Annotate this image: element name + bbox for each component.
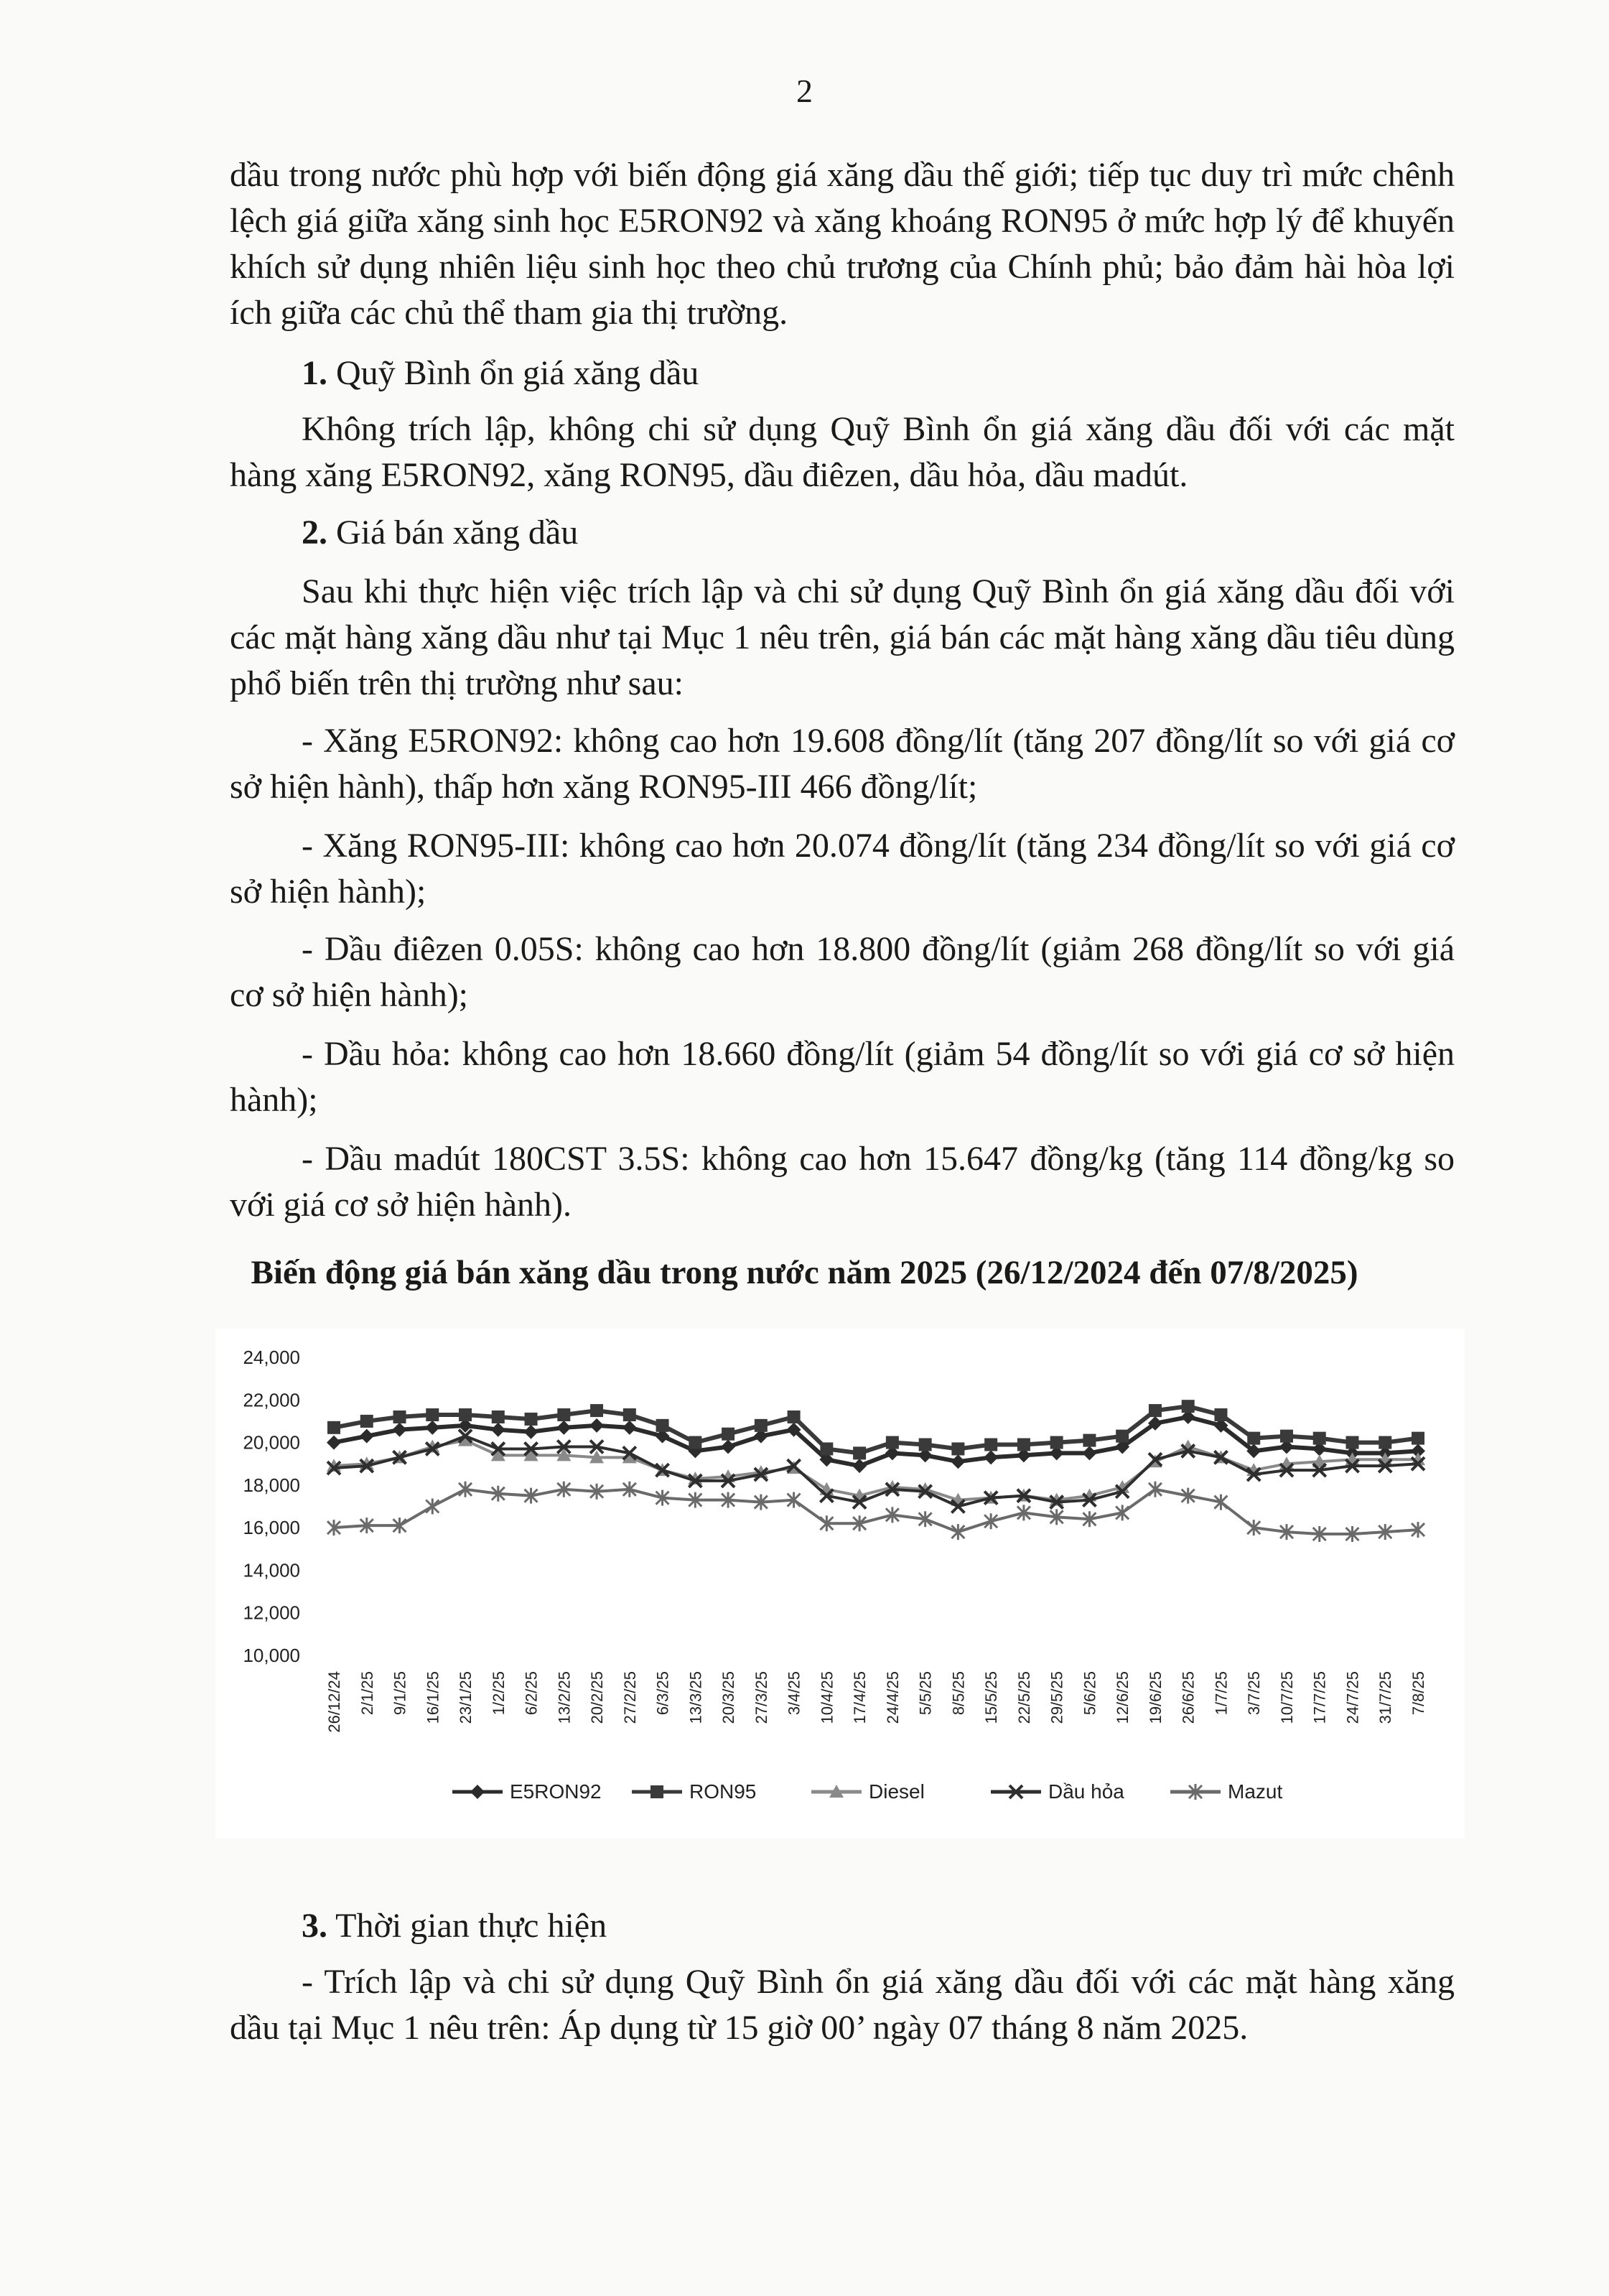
x-tick-label: 10/4/25 — [818, 1671, 836, 1724]
y-tick-label: 24,000 — [243, 1347, 300, 1368]
x-tick-label: 9/1/25 — [391, 1671, 409, 1716]
data-point-ron95 — [459, 1408, 472, 1421]
y-tick-label: 14,000 — [243, 1559, 300, 1581]
y-tick-label: 22,000 — [243, 1389, 300, 1411]
x-tick-label: 24/7/25 — [1343, 1671, 1362, 1724]
section2-title: Giá bán xăng dầu — [336, 513, 579, 552]
data-point-mazut — [426, 1499, 439, 1515]
data-point-ron95 — [788, 1410, 801, 1423]
x-tick-label: 13/3/25 — [686, 1671, 705, 1724]
x-tick-label: 16/1/25 — [424, 1671, 442, 1724]
data-point-ron95 — [1083, 1434, 1096, 1447]
data-point-ron95 — [393, 1410, 406, 1423]
data-point-ron95 — [656, 1419, 669, 1432]
price-line-chart — [215, 1329, 1465, 1839]
x-tick-label: 31/7/25 — [1376, 1671, 1395, 1724]
y-tick-label: 16,000 — [243, 1517, 300, 1539]
data-point-ron95 — [525, 1413, 538, 1426]
section1-title: Quỹ Bình ổn giá xăng dầu — [336, 354, 699, 392]
section2-number: 2. — [302, 513, 327, 552]
x-tick-label: 19/6/25 — [1146, 1671, 1165, 1724]
x-tick-label: 7/8/25 — [1409, 1671, 1427, 1716]
x-tick-label: 3/4/25 — [785, 1671, 803, 1716]
data-point-e5ron92 — [984, 1450, 998, 1464]
x-tick-label: 20/2/25 — [588, 1671, 607, 1724]
data-point-ron95 — [1050, 1436, 1063, 1449]
data-point-ron95 — [1149, 1404, 1162, 1417]
data-point-e5ron92 — [589, 1418, 604, 1433]
data-point-ron95 — [984, 1439, 997, 1451]
data-point-diesel — [819, 1482, 834, 1495]
chart-container — [215, 1329, 1465, 1839]
data-point-ron95 — [853, 1446, 866, 1459]
x-tick-label: 6/2/25 — [522, 1671, 541, 1716]
data-point-e5ron92 — [721, 1440, 735, 1454]
data-point-ron95 — [951, 1442, 964, 1455]
data-point-ron95 — [327, 1421, 340, 1434]
price-item-ron95: - Xăng RON95-III: không cao hơn 20.074 đồng/lít (tăng 234 đồng/lít so với giá cơ sở hiện hành); — [230, 827, 1455, 911]
data-point-e5ron92 — [556, 1421, 571, 1435]
legend-label: E5RON92 — [510, 1780, 602, 1803]
section3-body: - Trích lập và chi sử dụng Quỹ Bình ổn giá xăng dầu đối với các mặt hàng xăng dầu tại Mục 1 nêu trên: Áp dụng từ 15 giờ 00’ ngày 07 tháng 8 năm 2025. — [230, 1963, 1455, 2047]
data-point-ron95 — [1412, 1432, 1424, 1445]
y-tick-label: 20,000 — [243, 1431, 300, 1454]
x-tick-label: 2/1/25 — [358, 1671, 376, 1716]
data-point-ron95 — [426, 1408, 439, 1421]
x-tick-label: 17/7/25 — [1310, 1671, 1329, 1724]
legend-marker — [650, 1785, 663, 1798]
data-point-ron95 — [919, 1439, 932, 1451]
data-point-e5ron92 — [852, 1459, 867, 1473]
x-tick-label: 13/2/25 — [555, 1671, 574, 1724]
data-point-ron95 — [1346, 1436, 1358, 1449]
data-point-ron95 — [590, 1404, 603, 1417]
section2-heading — [302, 510, 578, 556]
x-tick-label: 27/3/25 — [752, 1671, 770, 1724]
data-point-ron95 — [1313, 1432, 1326, 1445]
x-tick-label: 1/2/25 — [489, 1671, 508, 1716]
legend-item-ron95 — [632, 1780, 756, 1803]
data-point-ron95 — [1214, 1408, 1227, 1421]
data-point-ron95 — [1247, 1432, 1260, 1445]
data-point-e5ron92 — [393, 1423, 407, 1437]
y-tick-label: 18,000 — [243, 1474, 300, 1496]
section3-heading — [302, 1903, 607, 1949]
data-point-e5ron92 — [491, 1423, 505, 1437]
section3-title: Thời gian thực hiện — [335, 1907, 607, 1945]
x-tick-label: 20/3/25 — [719, 1671, 738, 1724]
y-tick-label: 10,000 — [243, 1645, 300, 1666]
legend-label: Mazut — [1228, 1780, 1283, 1803]
section2-body: Sau khi thực hiện việc trích lập và chi sử dụng Quỹ Bình ổn giá xăng dầu đối với các mặt hàng xăng dầu như tại Mục 1 nêu trên, giá bán các mặt hàng xăng dầu tiêu dùng phổ biến trên thị trường như sau: — [230, 572, 1455, 702]
price-item-diesel: - Dầu điêzen 0.05S: không cao hơn 18.800 đồng/lít (giảm 268 đồng/lít so với giá cơ sở hiện hành); — [230, 930, 1455, 1014]
x-tick-label: 1/7/25 — [1212, 1671, 1231, 1716]
data-point-ron95 — [886, 1436, 899, 1449]
x-tick-label: 3/7/25 — [1245, 1671, 1264, 1716]
x-tick-label: 27/2/25 — [620, 1671, 639, 1724]
y-tick-label: 12,000 — [243, 1602, 300, 1624]
price-item-kerosene: - Dầu hỏa: không cao hơn 18.660 đồng/lít (giảm 54 đồng/lít so với giá cơ sở hiện hành); — [230, 1035, 1455, 1119]
x-tick-label: 5/6/25 — [1081, 1671, 1099, 1716]
section3-number: 3. — [302, 1907, 327, 1945]
data-point-ron95 — [360, 1415, 373, 1428]
data-point-ron95 — [820, 1442, 833, 1455]
data-point-ron95 — [1116, 1430, 1129, 1443]
data-point-e5ron92 — [1082, 1446, 1096, 1460]
legend-item-diesel — [811, 1780, 925, 1803]
chart-title: Biến động giá bán xăng dầu trong nước năm 2025 (26/12/2024 đến 07/8/2025) — [251, 1254, 1358, 1291]
x-tick-label: 5/5/25 — [916, 1671, 935, 1716]
data-point-ron95 — [1280, 1430, 1293, 1443]
data-point-ron95 — [1017, 1439, 1030, 1451]
x-tick-label: 22/5/25 — [1015, 1671, 1033, 1724]
data-point-e5ron92 — [622, 1421, 637, 1435]
x-tick-label: 6/3/25 — [653, 1671, 672, 1716]
data-point-e5ron92 — [524, 1425, 538, 1439]
x-tick-label: 17/4/25 — [851, 1671, 869, 1724]
intro-paragraph: dầu trong nước phù hợp với biến động giá xăng dầu thế giới; tiếp tục duy trì mức chênh lệch giá giữa xăng sinh học E5RON92 và xăng khoáng RON95 ở mức hợp lý để khuyến khích sử dụng nhiên liệu sinh học theo chủ trương của Chính phủ; bảo đảm hài hòa lợi ích giữa các chủ thể tham gia thị trường. — [230, 156, 1455, 332]
section1-number: 1. — [302, 354, 327, 392]
legend-marker — [470, 1785, 485, 1799]
legend-label: Dầu hỏa — [1048, 1780, 1124, 1803]
x-tick-label: 26/12/24 — [325, 1671, 343, 1733]
data-point-ron95 — [623, 1408, 636, 1421]
price-item-e5ron92: - Xăng E5RON92: không cao hơn 19.608 đồng/lít (tăng 207 đồng/lít so với giá cơ sở hiện hành), thấp hơn xăng RON95-III 466 đồng/lít; — [230, 722, 1455, 806]
x-tick-label: 26/6/25 — [1179, 1671, 1198, 1724]
price-item-mazut: - Dầu madút 180CST 3.5S: không cao hơn 15.647 đồng/kg (tăng 114 đồng/kg so với giá cơ sở hiện hành). — [230, 1140, 1455, 1224]
data-point-ron95 — [689, 1436, 701, 1449]
data-point-e5ron92 — [327, 1436, 341, 1450]
data-point-e5ron92 — [951, 1454, 965, 1469]
legend-label: Diesel — [869, 1780, 925, 1803]
legend-label: RON95 — [689, 1780, 757, 1803]
data-point-ron95 — [492, 1410, 505, 1423]
data-point-ron95 — [1182, 1400, 1195, 1413]
x-tick-label: 24/4/25 — [883, 1671, 902, 1724]
legend-item-e5ron92 — [452, 1780, 602, 1803]
x-tick-label: 23/1/25 — [457, 1671, 475, 1724]
data-point-e5ron92 — [425, 1421, 439, 1435]
x-tick-label: 10/7/25 — [1277, 1671, 1296, 1724]
legend-item-d-u-h-a — [991, 1780, 1124, 1803]
series-e5ron92 — [327, 1410, 1425, 1473]
section1-body: Không trích lập, không chi sử dụng Quỹ Bình ổn giá xăng dầu đối với các mặt hàng xăng E5RON92, xăng RON95, dầu điêzen, dầu hỏa, dầu madút. — [230, 410, 1455, 494]
data-point-ron95 — [557, 1408, 570, 1421]
legend-item-mazut — [1170, 1780, 1282, 1803]
data-point-ron95 — [722, 1428, 734, 1441]
data-point-ron95 — [755, 1419, 768, 1432]
section1-heading — [302, 350, 699, 396]
page-number: 2 — [796, 73, 813, 109]
data-point-ron95 — [1379, 1436, 1391, 1449]
data-point-e5ron92 — [360, 1429, 374, 1444]
x-tick-label: 15/5/25 — [982, 1671, 1001, 1724]
x-tick-label: 8/5/25 — [949, 1671, 968, 1716]
x-tick-label: 29/5/25 — [1048, 1671, 1066, 1724]
x-tick-label: 12/6/25 — [1114, 1671, 1132, 1724]
